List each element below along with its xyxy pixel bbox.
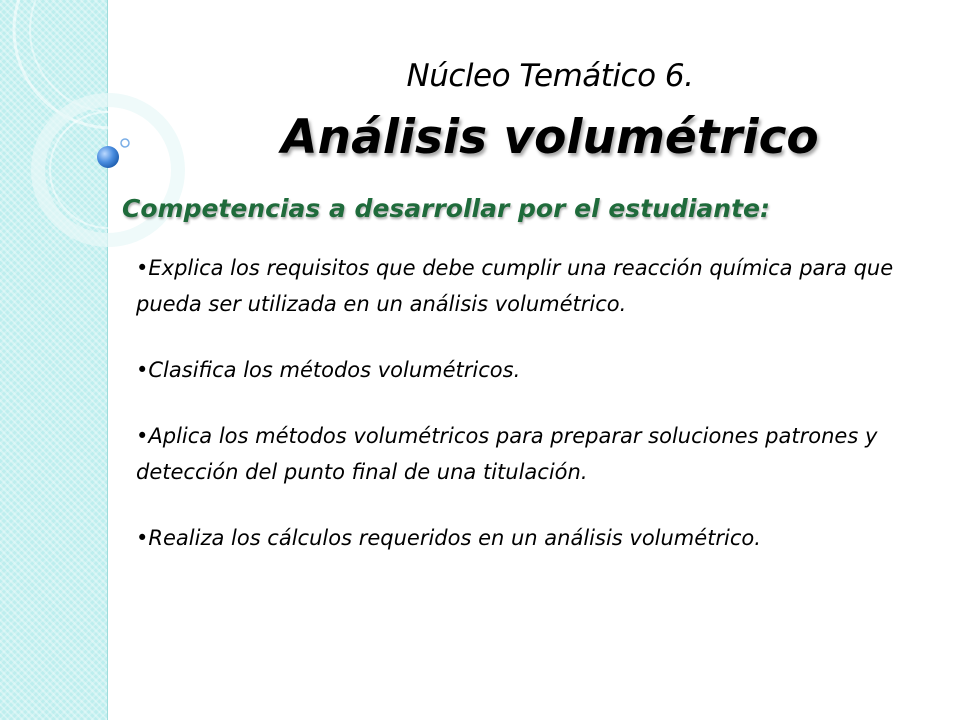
list-item: • Realiza los cálculos requeridos en un análisis volumétrico. bbox=[136, 520, 896, 556]
list-item: • Clasifica los métodos volumétricos. bbox=[136, 352, 896, 388]
page-title: Análisis volumétrico bbox=[281, 110, 819, 165]
list-item: • Aplica los métodos volumétricos para preparar soluciones patrones y detección del punto final de una titulación. bbox=[136, 418, 896, 490]
section-heading: Competencias a desarrollar por el estudiante: bbox=[122, 194, 770, 223]
left-decorative-band bbox=[0, 0, 108, 720]
competencies-list bbox=[136, 250, 896, 586]
subtitle: Núcleo Temático 6. bbox=[406, 58, 694, 94]
small-ring-dot bbox=[121, 139, 129, 147]
list-item: • Explica los requisitos que debe cumplir una reacción química para que pueda ser utilizada en un análisis volumétrico. bbox=[136, 250, 896, 322]
